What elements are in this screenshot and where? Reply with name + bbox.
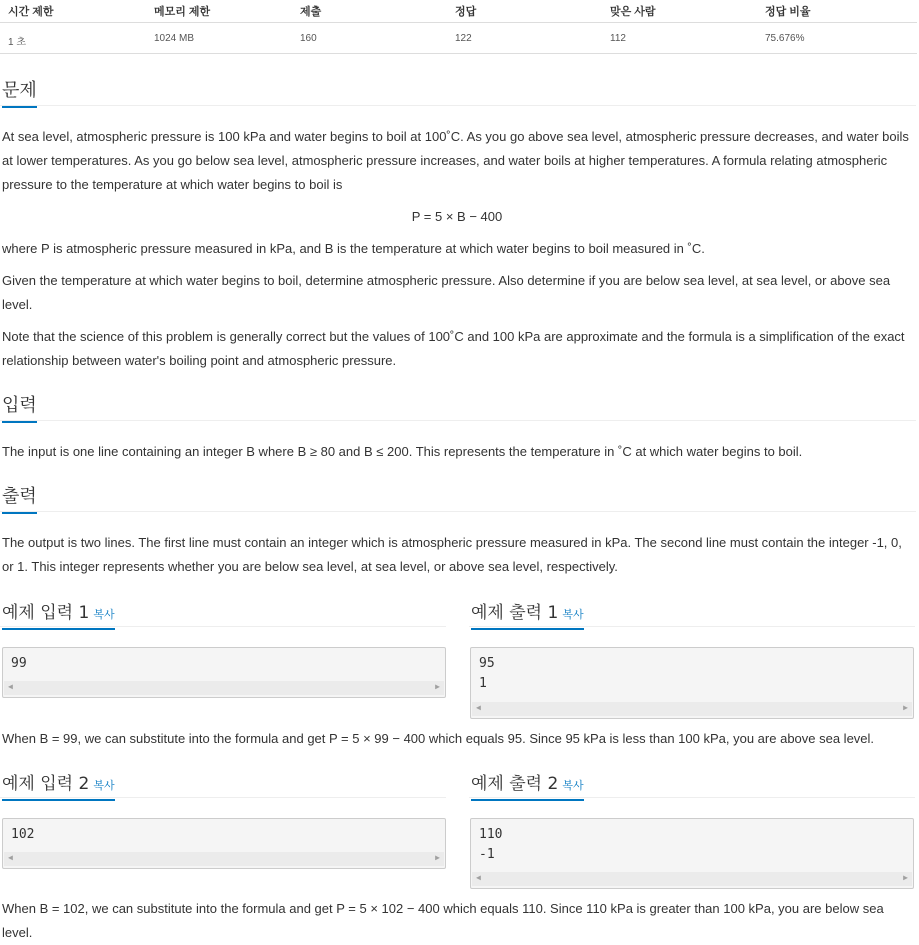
sample-output-2-line: 110 [479, 827, 503, 842]
sample-output-2-line: -1 [479, 847, 495, 862]
problem-formula: P = 5 × B − 400 [411, 209, 503, 224]
horizontal-scrollbar[interactable] [4, 681, 444, 695]
table-row [0, 23, 917, 54]
header-solved-users: 맞은 사람 [610, 6, 656, 18]
arrow-right-icon[interactable]: ▶ [903, 873, 908, 882]
header-memory-limit: 메모리 제한 [154, 6, 211, 18]
value-memory-limit: 1024 MB [154, 33, 195, 44]
horizontal-scrollbar[interactable] [472, 702, 912, 716]
value-accept-ratio: 75.676% [765, 33, 805, 44]
sample-1-explanation: When B = 99, we can substitute into the formula and get P = 5 × 99 − 400 which equals 95. Since 95 kPa is less than 100 kPa, you are above sea level. [2, 731, 875, 746]
problem-paragraph-4: Note that the science of this problem is generally correct but the values of 100˚C and 100 kPa are approximate and the formula is a simplification of the exact relationship between water's boiling point and atmospheric pressure. [2, 329, 905, 368]
copy-sample-input-2-button[interactable]: 복사 [93, 779, 115, 792]
header-accept-ratio: 정답 비율 [765, 6, 811, 18]
sample-output-2-title: 예제 출력 2 [471, 774, 559, 794]
value-time-limit: 1 초 [8, 37, 26, 48]
input-title: 입력 [2, 391, 37, 423]
sample-output-1-heading [469, 598, 915, 627]
input-section-heading [0, 389, 916, 421]
problem-paragraph-3: Given the temperature at which water begins to boil, determine atmospheric pressure. Also determine if you are below sea level, at sea level, or above sea level. [2, 273, 891, 312]
sample-output-2-box[interactable] [470, 818, 914, 889]
arrow-right-icon[interactable]: ▶ [903, 703, 908, 712]
header-submissions: 제출 [300, 6, 322, 18]
problem-title: 문제 [2, 76, 37, 108]
value-solved-users: 112 [610, 33, 626, 44]
arrow-right-icon[interactable]: ▶ [435, 853, 440, 862]
arrow-right-icon[interactable]: ▶ [435, 682, 440, 691]
copy-sample-output-2-button[interactable]: 복사 [562, 779, 584, 792]
arrow-left-icon[interactable]: ◀ [8, 853, 13, 862]
arrow-left-icon[interactable]: ◀ [476, 703, 481, 712]
table-header-row [0, 0, 917, 23]
value-accepted: 122 [455, 33, 472, 44]
sample-input-1-heading [0, 598, 446, 627]
sample-output-1-title: 예제 출력 1 [471, 603, 559, 623]
output-section-heading [0, 480, 916, 512]
output-title: 출력 [2, 482, 37, 514]
sample-input-1-box[interactable] [2, 647, 446, 698]
problem-paragraph-2: where P is atmospheric pressure measured in kPa, and B is the temperature at which water begins to boil measured in ˚C. [2, 241, 705, 256]
sample-input-2-heading [0, 769, 446, 798]
output-description: The output is two lines. The first line must contain an integer which is atmospheric pressure measured in kPa. The second line must contain the integer -1, 0, or 1. This integer represents whether you are below sea level, at sea level, or above sea level, respectively. [2, 535, 902, 574]
header-time-limit: 시간 제한 [8, 6, 54, 18]
sample-input-2-box[interactable] [2, 818, 446, 869]
sample-input-1-title: 예제 입력 1 [2, 603, 90, 623]
sample-2-explanation: When B = 102, we can substitute into the formula and get P = 5 × 102 − 400 which equals 110. Since 110 kPa is greater than 100 kPa, you are below sea level. [2, 901, 884, 940]
value-submissions: 160 [300, 33, 317, 44]
header-accepted: 정답 [455, 6, 477, 18]
problem-paragraph-1: At sea level, atmospheric pressure is 100 kPa and water begins to boil at 100˚C. As you go above sea level, atmospheric pressure decreases, and water boils at lower temperatures. As you go below sea level, atmospheric pressure increases, and water boils at higher temperatures. A formula relating atmospheric pressure to the temperature at which water begins to boil is [2, 129, 909, 192]
sample-output-1-box[interactable] [470, 647, 914, 719]
sample-input-2-line: 102 [11, 827, 35, 842]
problem-info-table [0, 0, 917, 54]
sample-output-1-line: 95 [479, 656, 495, 671]
horizontal-scrollbar[interactable] [4, 852, 444, 866]
horizontal-scrollbar[interactable] [472, 872, 912, 886]
sample-output-2-heading [469, 769, 915, 798]
copy-sample-input-1-button[interactable]: 복사 [93, 608, 115, 621]
copy-sample-output-1-button[interactable]: 복사 [562, 608, 584, 621]
sample-input-1-line: 99 [11, 656, 27, 671]
sample-input-2-title: 예제 입력 2 [2, 774, 90, 794]
arrow-left-icon[interactable]: ◀ [476, 873, 481, 882]
input-description: The input is one line containing an integer B where B ≥ 80 and B ≤ 200. This represents the temperature in ˚C at which water begins to boil. [2, 444, 803, 459]
arrow-left-icon[interactable]: ◀ [8, 682, 13, 691]
problem-section-heading [0, 74, 916, 106]
sample-output-1-line: 1 [479, 676, 487, 691]
